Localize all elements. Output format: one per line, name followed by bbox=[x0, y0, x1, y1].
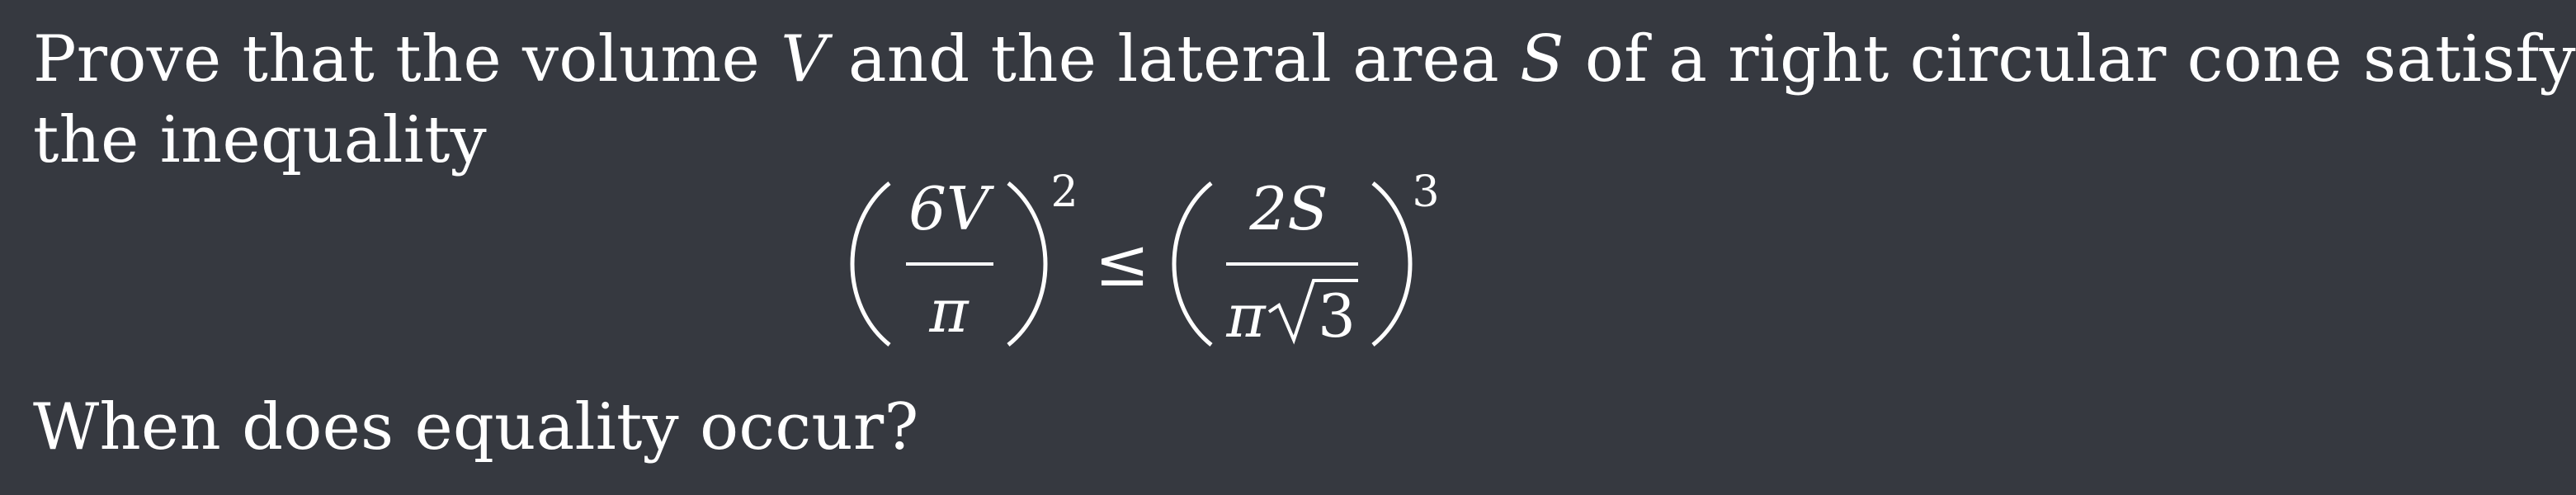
right-open-paren bbox=[1174, 183, 1211, 345]
equality-question: When does equality occur? bbox=[33, 390, 919, 464]
right-close-paren bbox=[1373, 183, 1410, 345]
statement-text-2: and the lateral area bbox=[827, 22, 1520, 97]
statement-text-1: Prove that the volume bbox=[33, 22, 781, 97]
problem-statement-line-2: the inequality bbox=[33, 103, 488, 177]
left-numerator: 6V bbox=[908, 174, 989, 243]
left-exponent: 2 bbox=[1050, 167, 1078, 217]
inequality-formula bbox=[0, 165, 2291, 363]
statement-text-3: of a right circular cone satisfy bbox=[1564, 22, 2576, 97]
left-open-paren bbox=[852, 183, 889, 345]
volume-variable: V bbox=[781, 22, 828, 97]
lateral-area-variable: S bbox=[1520, 22, 1564, 97]
left-denominator: π bbox=[929, 276, 969, 346]
right-numerator: 2S bbox=[1249, 174, 1328, 243]
problem-statement-line-1 bbox=[33, 18, 2576, 101]
left-close-paren bbox=[1008, 183, 1045, 345]
right-exponent: 3 bbox=[1412, 167, 1440, 217]
less-or-equal-symbol: ≤ bbox=[1094, 224, 1150, 301]
right-denominator-pi: π bbox=[1226, 281, 1266, 351]
right-radicand: 3 bbox=[1318, 281, 1356, 351]
